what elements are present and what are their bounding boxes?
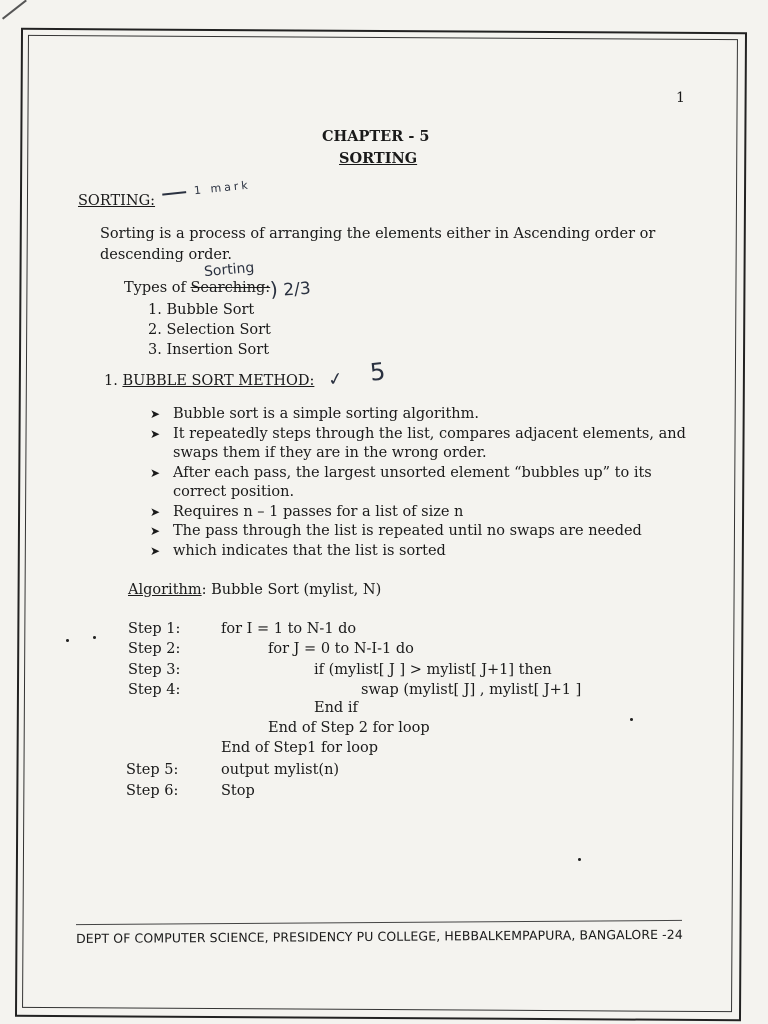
speck (93, 636, 96, 639)
list-item: ➤ which indicates that the list is sorted (150, 542, 690, 562)
handwritten-sorting-correction: Sorting (203, 259, 255, 281)
step-code: Stop (221, 783, 255, 799)
handwritten-marks-2-3: ) 2/3 (269, 276, 312, 302)
bubble-heading-label: BUBBLE SORT METHOD: (122, 373, 315, 389)
list-item: ➤ The pass through the list is repeated until no swaps are needed (150, 522, 690, 542)
step-label: Step 6: (126, 783, 179, 799)
corner-mark (2, 0, 27, 20)
step-code: End of Step1 for loop (221, 740, 378, 756)
algorithm-heading (128, 582, 381, 598)
bubble-points-list (150, 405, 690, 561)
types-list (148, 300, 271, 360)
list-item: ➤ It repeatedly steps through the list, compares adjacent elements, and swaps them if they are in the wrong order. (150, 425, 686, 461)
section-heading (78, 193, 155, 209)
types-prefix: Types of (124, 280, 191, 296)
arrow-bullet-icon: ➤ (150, 407, 161, 421)
types-line (124, 280, 270, 296)
bubble-sort-heading (104, 373, 314, 389)
list-item: 2. Selection Sort (148, 322, 271, 338)
speck (66, 639, 69, 642)
step-label: Step 2: (128, 641, 181, 657)
speck (630, 718, 633, 721)
speck (578, 858, 581, 861)
step-code: output mylist(n) (221, 762, 340, 778)
definition-paragraph: Sorting is a process of arranging the elements either in Ascending order or descending order. (100, 226, 656, 263)
arrow-bullet-icon: ➤ (150, 524, 161, 538)
step-code: End of Step 2 for loop (268, 720, 430, 736)
step-label: Step 4: (128, 682, 181, 698)
algorithm-signature: : Bubble Sort (mylist, N) (201, 582, 382, 598)
list-item: 3. Insertion Sort (148, 342, 270, 358)
arrow-bullet-icon: ➤ (150, 465, 161, 480)
page-number: 1 (676, 90, 685, 106)
page-footer: DEPT OF COMPUTER SCIENCE, PRESIDENCY PU COLLEGE, HEBBALKEMPAPURA, BANGALORE -24 (76, 926, 683, 946)
list-item: ➤ Bubble sort is a simple sorting algorithm. (150, 405, 690, 425)
step-code: for I = 1 to N-1 do (221, 621, 357, 637)
step-label: Step 5: (126, 762, 179, 778)
list-item: 1. Bubble Sort (148, 302, 255, 318)
arrow-bullet-icon: ➤ (150, 426, 161, 441)
step-code: End if (314, 700, 358, 716)
types-struck-word: Searching: (190, 280, 271, 296)
handwritten-marks-5: 5 (368, 357, 387, 387)
algorithm-label: Algorithm (128, 582, 202, 598)
step-label: Step 3: (128, 662, 181, 678)
section-heading-label: SORTING: (78, 193, 156, 209)
list-item: ➤ Requires n – 1 passes for a list of size n (150, 503, 690, 523)
step-code: swap (mylist[ J] , mylist[ J+1 ] (361, 682, 582, 698)
chapter-number: CHAPTER - 5 (322, 128, 430, 145)
bubble-heading-number: 1. (104, 373, 118, 389)
step-code: for J = 0 to N-I-1 do (268, 641, 414, 657)
handwritten-check-icon: ✓ (326, 367, 345, 392)
handwritten-mark-note: 1 mark (162, 178, 252, 200)
step-code: if (mylist[ J ] > mylist[ J+1] then (314, 662, 552, 678)
arrow-bullet-icon: ➤ (150, 543, 161, 558)
list-item: ➤ After each pass, the largest unsorted element “bubbles up” to its correct position. (150, 464, 652, 500)
step-label: Step 1: (128, 621, 181, 637)
chapter-title: SORTING (339, 150, 418, 167)
arrow-bullet-icon: ➤ (150, 504, 161, 519)
